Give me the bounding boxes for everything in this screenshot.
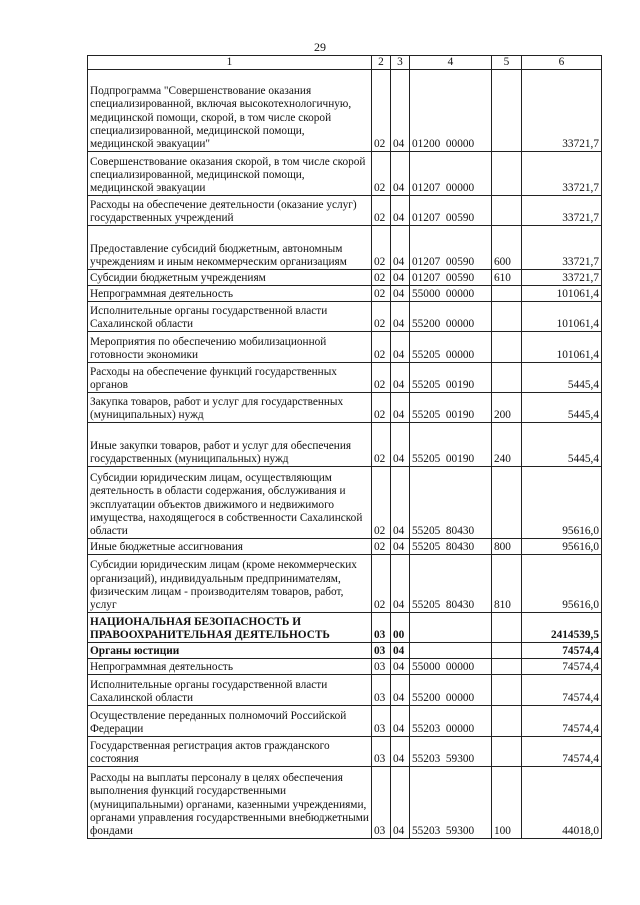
row-amount: 33721,7	[522, 226, 602, 270]
column-header-5: 5	[492, 56, 522, 70]
row-section: 02	[372, 302, 391, 332]
row-subsection: 04	[391, 539, 410, 555]
row-target-article	[410, 643, 492, 659]
row-amount: 101061,4	[522, 302, 602, 332]
row-name: Закупка товаров, работ и услуг для государственных (муниципальных) нужд	[88, 393, 372, 423]
row-name: Расходы на обеспечение деятельности (оказание услуг) государственных учреждений	[88, 196, 372, 226]
row-section: 03	[372, 737, 391, 767]
table-row	[88, 302, 602, 332]
row-section: 02	[372, 555, 391, 613]
row-target-article: 55205 80430	[410, 539, 492, 555]
row-subsection: 04	[391, 286, 410, 302]
table-row	[88, 643, 602, 659]
row-expense-type: 240	[492, 423, 522, 467]
table-row	[88, 467, 602, 539]
table-row	[88, 737, 602, 767]
row-amount: 95616,0	[522, 555, 602, 613]
row-subsection: 04	[391, 302, 410, 332]
row-amount: 33721,7	[522, 196, 602, 226]
row-subsection: 04	[391, 675, 410, 706]
row-amount: 74574,4	[522, 706, 602, 737]
row-section: 02	[372, 539, 391, 555]
row-subsection: 00	[391, 613, 410, 643]
table-row	[88, 706, 602, 737]
column-header-2: 2	[372, 56, 391, 70]
row-subsection: 04	[391, 643, 410, 659]
row-expense-type	[492, 363, 522, 393]
column-header-1: 1	[88, 56, 372, 70]
row-amount: 74574,4	[522, 643, 602, 659]
row-amount: 5445,4	[522, 363, 602, 393]
row-name: Непрограммная деятельность	[88, 659, 372, 675]
row-subsection: 04	[391, 467, 410, 539]
column-header-3: 3	[391, 56, 410, 70]
row-expense-type: 200	[492, 393, 522, 423]
row-target-article: 55205 00190	[410, 393, 492, 423]
row-subsection: 04	[391, 393, 410, 423]
budget-table	[87, 55, 602, 839]
row-name: Исполнительные органы государственной власти Сахалинской области	[88, 302, 372, 332]
row-target-article: 01200 00000	[410, 70, 492, 152]
row-name: НАЦИОНАЛЬНАЯ БЕЗОПАСНОСТЬ И ПРАВООХРАНИТЕЛЬНАЯ ДЕЯТЕЛЬНОСТЬ	[88, 613, 372, 643]
row-expense-type	[492, 152, 522, 196]
row-expense-type: 800	[492, 539, 522, 555]
row-target-article: 55205 00190	[410, 363, 492, 393]
row-subsection: 04	[391, 706, 410, 737]
row-section: 03	[372, 613, 391, 643]
row-expense-type: 600	[492, 226, 522, 270]
row-section: 02	[372, 226, 391, 270]
row-target-article: 55000 00000	[410, 286, 492, 302]
row-expense-type	[492, 302, 522, 332]
row-subsection: 04	[391, 767, 410, 839]
row-section: 02	[372, 70, 391, 152]
row-subsection: 04	[391, 70, 410, 152]
column-header-4: 4	[410, 56, 492, 70]
row-target-article: 55200 00000	[410, 302, 492, 332]
row-section: 02	[372, 196, 391, 226]
row-section: 02	[372, 423, 391, 467]
row-section: 02	[372, 270, 391, 286]
row-subsection: 04	[391, 270, 410, 286]
row-name: Исполнительные органы государственной власти Сахалинской области	[88, 675, 372, 706]
row-subsection: 04	[391, 363, 410, 393]
table-row	[88, 675, 602, 706]
row-amount: 5445,4	[522, 393, 602, 423]
row-expense-type	[492, 196, 522, 226]
row-expense-type	[492, 613, 522, 643]
row-amount: 95616,0	[522, 539, 602, 555]
table-row	[88, 226, 602, 270]
row-name: Мероприятия по обеспечению мобилизационной готовности экономики	[88, 332, 372, 363]
row-amount: 44018,0	[522, 767, 602, 839]
row-subsection: 04	[391, 423, 410, 467]
table-row	[88, 555, 602, 613]
row-section: 02	[372, 286, 391, 302]
row-section: 02	[372, 363, 391, 393]
row-name: Иные закупки товаров, работ и услуг для обеспечения государственных (муниципальных) нужд	[88, 423, 372, 467]
row-name: Расходы на выплаты персоналу в целях обеспечения выполнения функций государственными (муниципальными) органами, казенными учреждениями, органами управления государственными внебюджетными фондами	[88, 767, 372, 839]
row-expense-type: 810	[492, 555, 522, 613]
row-subsection: 04	[391, 152, 410, 196]
column-header-6: 6	[522, 56, 602, 70]
row-subsection: 04	[391, 659, 410, 675]
table-row	[88, 659, 602, 675]
row-name: Субсидии юридическим лицам (кроме некоммерческих организаций), индивидуальным предпринимателям, физическим лицам - производителям товаров, работ, услуг	[88, 555, 372, 613]
row-name: Совершенствование оказания скорой, в том числе скорой специализированной, медицинской помощи, медицинской эвакуации	[88, 152, 372, 196]
row-amount: 33721,7	[522, 270, 602, 286]
table-row	[88, 332, 602, 363]
table-row	[88, 363, 602, 393]
row-name: Государственная регистрация актов гражданского состояния	[88, 737, 372, 767]
row-expense-type	[492, 706, 522, 737]
row-expense-type	[492, 286, 522, 302]
row-target-article: 01207 00590	[410, 226, 492, 270]
row-name: Расходы на обеспечение функций государственных органов	[88, 363, 372, 393]
row-target-article: 55205 00000	[410, 332, 492, 363]
row-name: Субсидии юридическим лицам, осуществляющим деятельность в области содержания, обслуживания и эксплуатации объектов движимого и недвижимого имущества, находящегося в собственности Сахалинской области	[88, 467, 372, 539]
row-subsection: 04	[391, 555, 410, 613]
row-target-article: 55203 59300	[410, 737, 492, 767]
row-amount: 95616,0	[522, 467, 602, 539]
row-amount: 74574,4	[522, 659, 602, 675]
row-expense-type	[492, 332, 522, 363]
row-target-article: 01207 00590	[410, 270, 492, 286]
row-name: Осуществление переданных полномочий Российской Федерации	[88, 706, 372, 737]
row-expense-type	[492, 659, 522, 675]
row-subsection: 04	[391, 226, 410, 270]
row-target-article: 55205 00190	[410, 423, 492, 467]
row-name: Органы юстиции	[88, 643, 372, 659]
table-row	[88, 423, 602, 467]
row-section: 03	[372, 675, 391, 706]
row-target-article: 55200 00000	[410, 675, 492, 706]
row-expense-type	[492, 643, 522, 659]
row-section: 03	[372, 643, 391, 659]
row-target-article: 55203 59300	[410, 767, 492, 839]
table-header-row	[88, 56, 602, 70]
row-amount: 101061,4	[522, 332, 602, 363]
row-amount: 74574,4	[522, 675, 602, 706]
row-section: 03	[372, 706, 391, 737]
row-expense-type	[492, 70, 522, 152]
row-name: Подпрограмма "Совершенствование оказания специализированной, включая высокотехнологичную, медицинской помощи, скорой, в том числе скорой специализированной, медицинской помощи, медицинской эвакуации"	[88, 70, 372, 152]
row-section: 03	[372, 659, 391, 675]
row-subsection: 04	[391, 332, 410, 363]
row-expense-type: 100	[492, 767, 522, 839]
table-row	[88, 70, 602, 152]
row-amount: 5445,4	[522, 423, 602, 467]
row-section: 02	[372, 332, 391, 363]
row-amount: 33721,7	[522, 152, 602, 196]
table-row	[88, 613, 602, 643]
row-target-article: 55205 80430	[410, 467, 492, 539]
table-row	[88, 767, 602, 839]
row-name: Субсидии бюджетным учреждениям	[88, 270, 372, 286]
table-row	[88, 393, 602, 423]
row-amount: 2414539,5	[522, 613, 602, 643]
table-row	[88, 539, 602, 555]
row-target-article: 55203 00000	[410, 706, 492, 737]
row-section: 02	[372, 152, 391, 196]
row-section: 03	[372, 767, 391, 839]
table-row	[88, 270, 602, 286]
table-row	[88, 152, 602, 196]
page-number: 29	[314, 40, 326, 54]
table-row	[88, 196, 602, 226]
row-section: 02	[372, 393, 391, 423]
row-subsection: 04	[391, 737, 410, 767]
row-amount: 74574,4	[522, 737, 602, 767]
row-target-article: 01207 00590	[410, 196, 492, 226]
row-target-article: 55205 80430	[410, 555, 492, 613]
row-amount: 33721,7	[522, 70, 602, 152]
row-amount: 101061,4	[522, 286, 602, 302]
row-expense-type: 610	[492, 270, 522, 286]
row-target-article	[410, 613, 492, 643]
row-subsection: 04	[391, 196, 410, 226]
row-expense-type	[492, 467, 522, 539]
row-name: Иные бюджетные ассигнования	[88, 539, 372, 555]
table-row	[88, 286, 602, 302]
row-expense-type	[492, 737, 522, 767]
row-name: Непрограммная деятельность	[88, 286, 372, 302]
row-target-article: 55000 00000	[410, 659, 492, 675]
row-section: 02	[372, 467, 391, 539]
row-target-article: 01207 00000	[410, 152, 492, 196]
row-expense-type	[492, 675, 522, 706]
row-name: Предоставление субсидий бюджетным, автономным учреждениям и иным некоммерческим организациям	[88, 226, 372, 270]
